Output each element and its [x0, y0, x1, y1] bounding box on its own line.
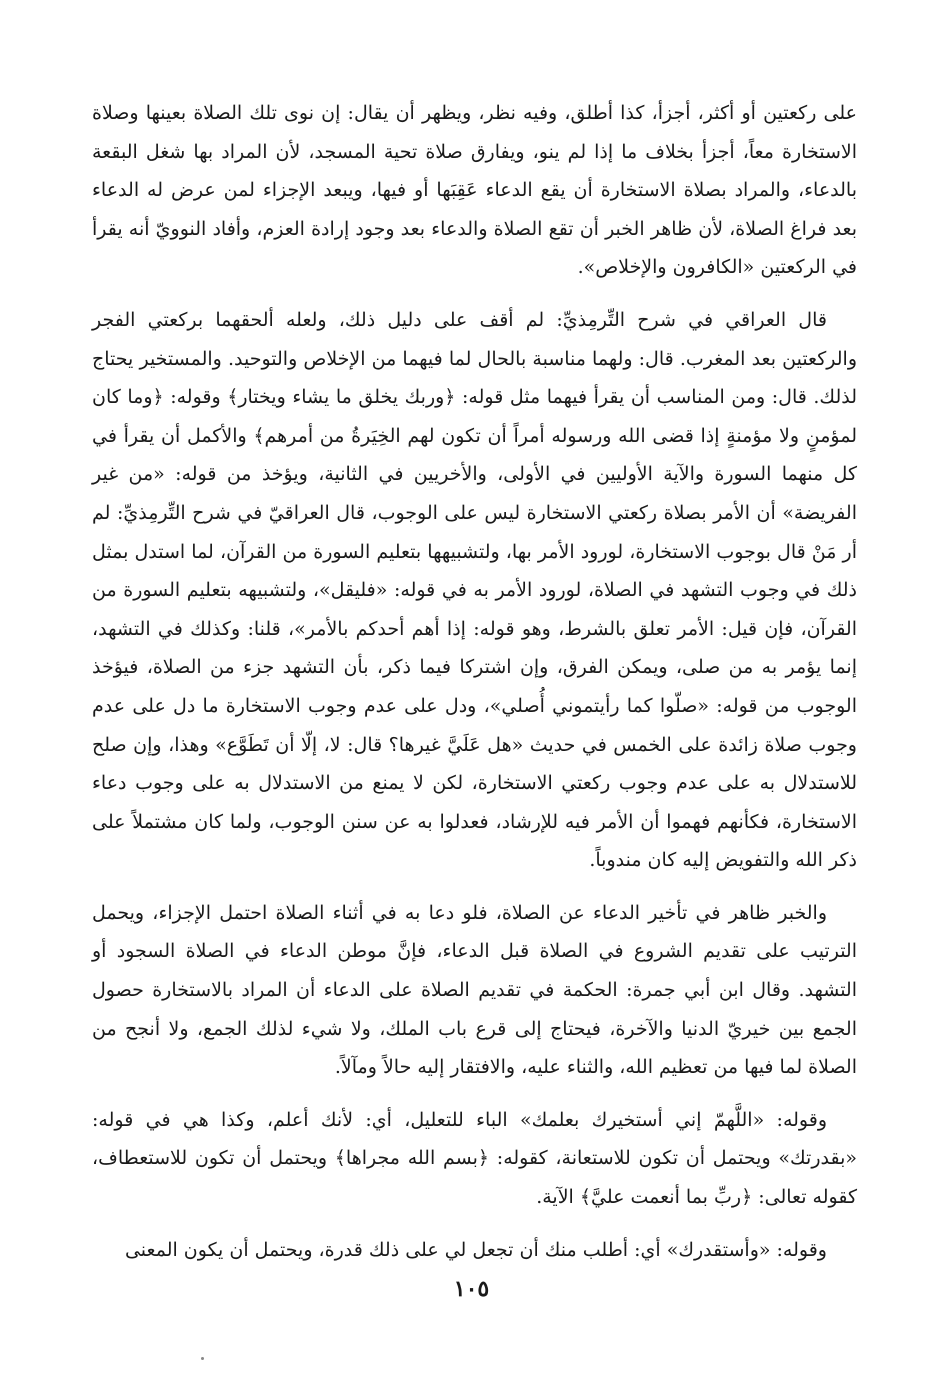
paragraph-istikhara-intent: على ركعتين أو أكثر، أجزأ، كذا أطلق، وفيه نظر، ويظهر أن يقال: إن نوى تلك الصلاة بعينها وصلاة الاستخارة معاً، أجزأ بخلاف ما إذا لم ينو، ويفارق صلاة تحية المسجد، لأن المراد بها شغل البقعة بالدعاء، والمراد بصلاة الاستخارة أن يقع الدعاء عَقِبَها أو فيها، ويبعد الإجزاء لمن عرض له الدعاء بعد فراغ الصلاة، لأن ظاهر الخبر أن تقع الصلاة والدعاء بعد وجود إرادة العزم، وأفاد النوويّ أنه يقرأ في الركعتين «الكافرون والإخلاص».	[92, 102, 857, 279]
page-number: ١٠٥	[453, 1276, 490, 1302]
paragraph-astaqdiruka: وقوله: «وأستقدرك» أي: أطلب منك أن تجعل لي على ذلك قدرة، ويحتمل أن يكون المعنى	[124, 1238, 827, 1261]
paragraph-iraqi-commentary: قال العراقي في شرح التِّرمِذيِّ: لم أقف على دليل ذلك، ولعله ألحقهما بركعتي الفجر والركعتين بعد المغرب. قال: ولهما مناسبة بالحال لما فيهما من الإخلاص والتوحيد. والمستخير يحتاج لذلك. قال: ومن المناسب أن يقرأ فيهما مثل قوله: ﴿وربك يخلق ما يشاء ويختار﴾ وقوله: ﴿وما كان لمؤمنٍ ولا مؤمنةٍ إذا قضى الله ورسوله أمراً أن تكون لهم الخِيَرةُ من أمرهم﴾ والأكمل أن يقرأ في كل منهما السورة والآية الأوليين في الأولى، والأخريين في الثانية، ويؤخذ من قوله: «من غير الفريضة» أن الأمر بصلاة ركعتي الاستخارة ليس على الوجوب، قال العراقيّ في شرح التِّرمِذيِّ: لم أر مَنْ قال بوجوب الاستخارة، لورود الأمر بها، ولتشبيهها بتعليم السورة من القرآن، لما استدل بمثل ذلك في وجوب التشهد في الصلاة، لورود الأمر به في قوله: «فليقل»، ولتشبيهه بتعليم السورة من القرآن، فإن قيل: الأمر تعلق بالشرط، وهو قوله: إذا أهم أحدكم بالأمر»، قلنا: وكذلك في التشهد، إنما يؤمر به من صلى، ويمكن الفرق، وإن اشتركا فيما ذكر، بأن التشهد جزء من الصلاة، فيؤخذ الوجوب من قوله: «صلّوا كما رأيتموني أُصلي»، ودل على عدم وجوب الاستخارة ما دل على عدم وجوب صلاة زائدة على الخمس في حديث «هل عَلَيَّ غيرها؟ قال: لا، إلّا أن تَطَوَّع» وهذا، وإن صلح للاستدلال به على عدم وجوب ركعتي الاستخارة، لكن لا يمنع من الاستدلال به على وجوب دعاء الاستخارة، فكأنهم فهموا أن الأمر فيه للإرشاد، فعدلوا به عن سنن الوجوب، ولما كان مشتملاً على ذكر الله والتفويض إليه كان مندوباً.	[92, 308, 857, 872]
paragraph-astakhiruka: وقوله: «اللَّهمّ إني أستخيرك بعلمك» الباء للتعليل، أي: لأنك أعلم، وكذا هي في قوله: «بقدرتك» ويحتمل أن تكون للاستعانة، كقوله: ﴿بسم الله مجراها﴾ ويحتمل أن تكون للاستعطاف، كقوله تعالى: ﴿ربِّ بما أنعمت عليَّ﴾ الآية.	[92, 1108, 857, 1209]
scan-speck	[201, 1357, 204, 1360]
paragraph-prayer-before-dua: والخبر ظاهر في تأخير الدعاء عن الصلاة، فلو دعا به في أثناء الصلاة احتمل الإجزاء، ويحمل الترتيب على تقديم الشروع في الصلاة قبل الدعاء، فإنَّ موطن الدعاء في الصلاة السجود أو التشهد. وقال ابن أبي جمرة: الحكمة في تقديم الصلاة على الدعاء أن المراد بالاستخارة حصول الجمع بين خيريّ الدنيا والآخرة، فيحتاج إلى قرع باب الملك، ولا شيء لذلك الجمع، ولا أنجح من الصلاة لما فيها من تعظيم الله، والثناء عليه، والافتقار إليه حالاً ومآلاً.	[92, 901, 857, 1079]
